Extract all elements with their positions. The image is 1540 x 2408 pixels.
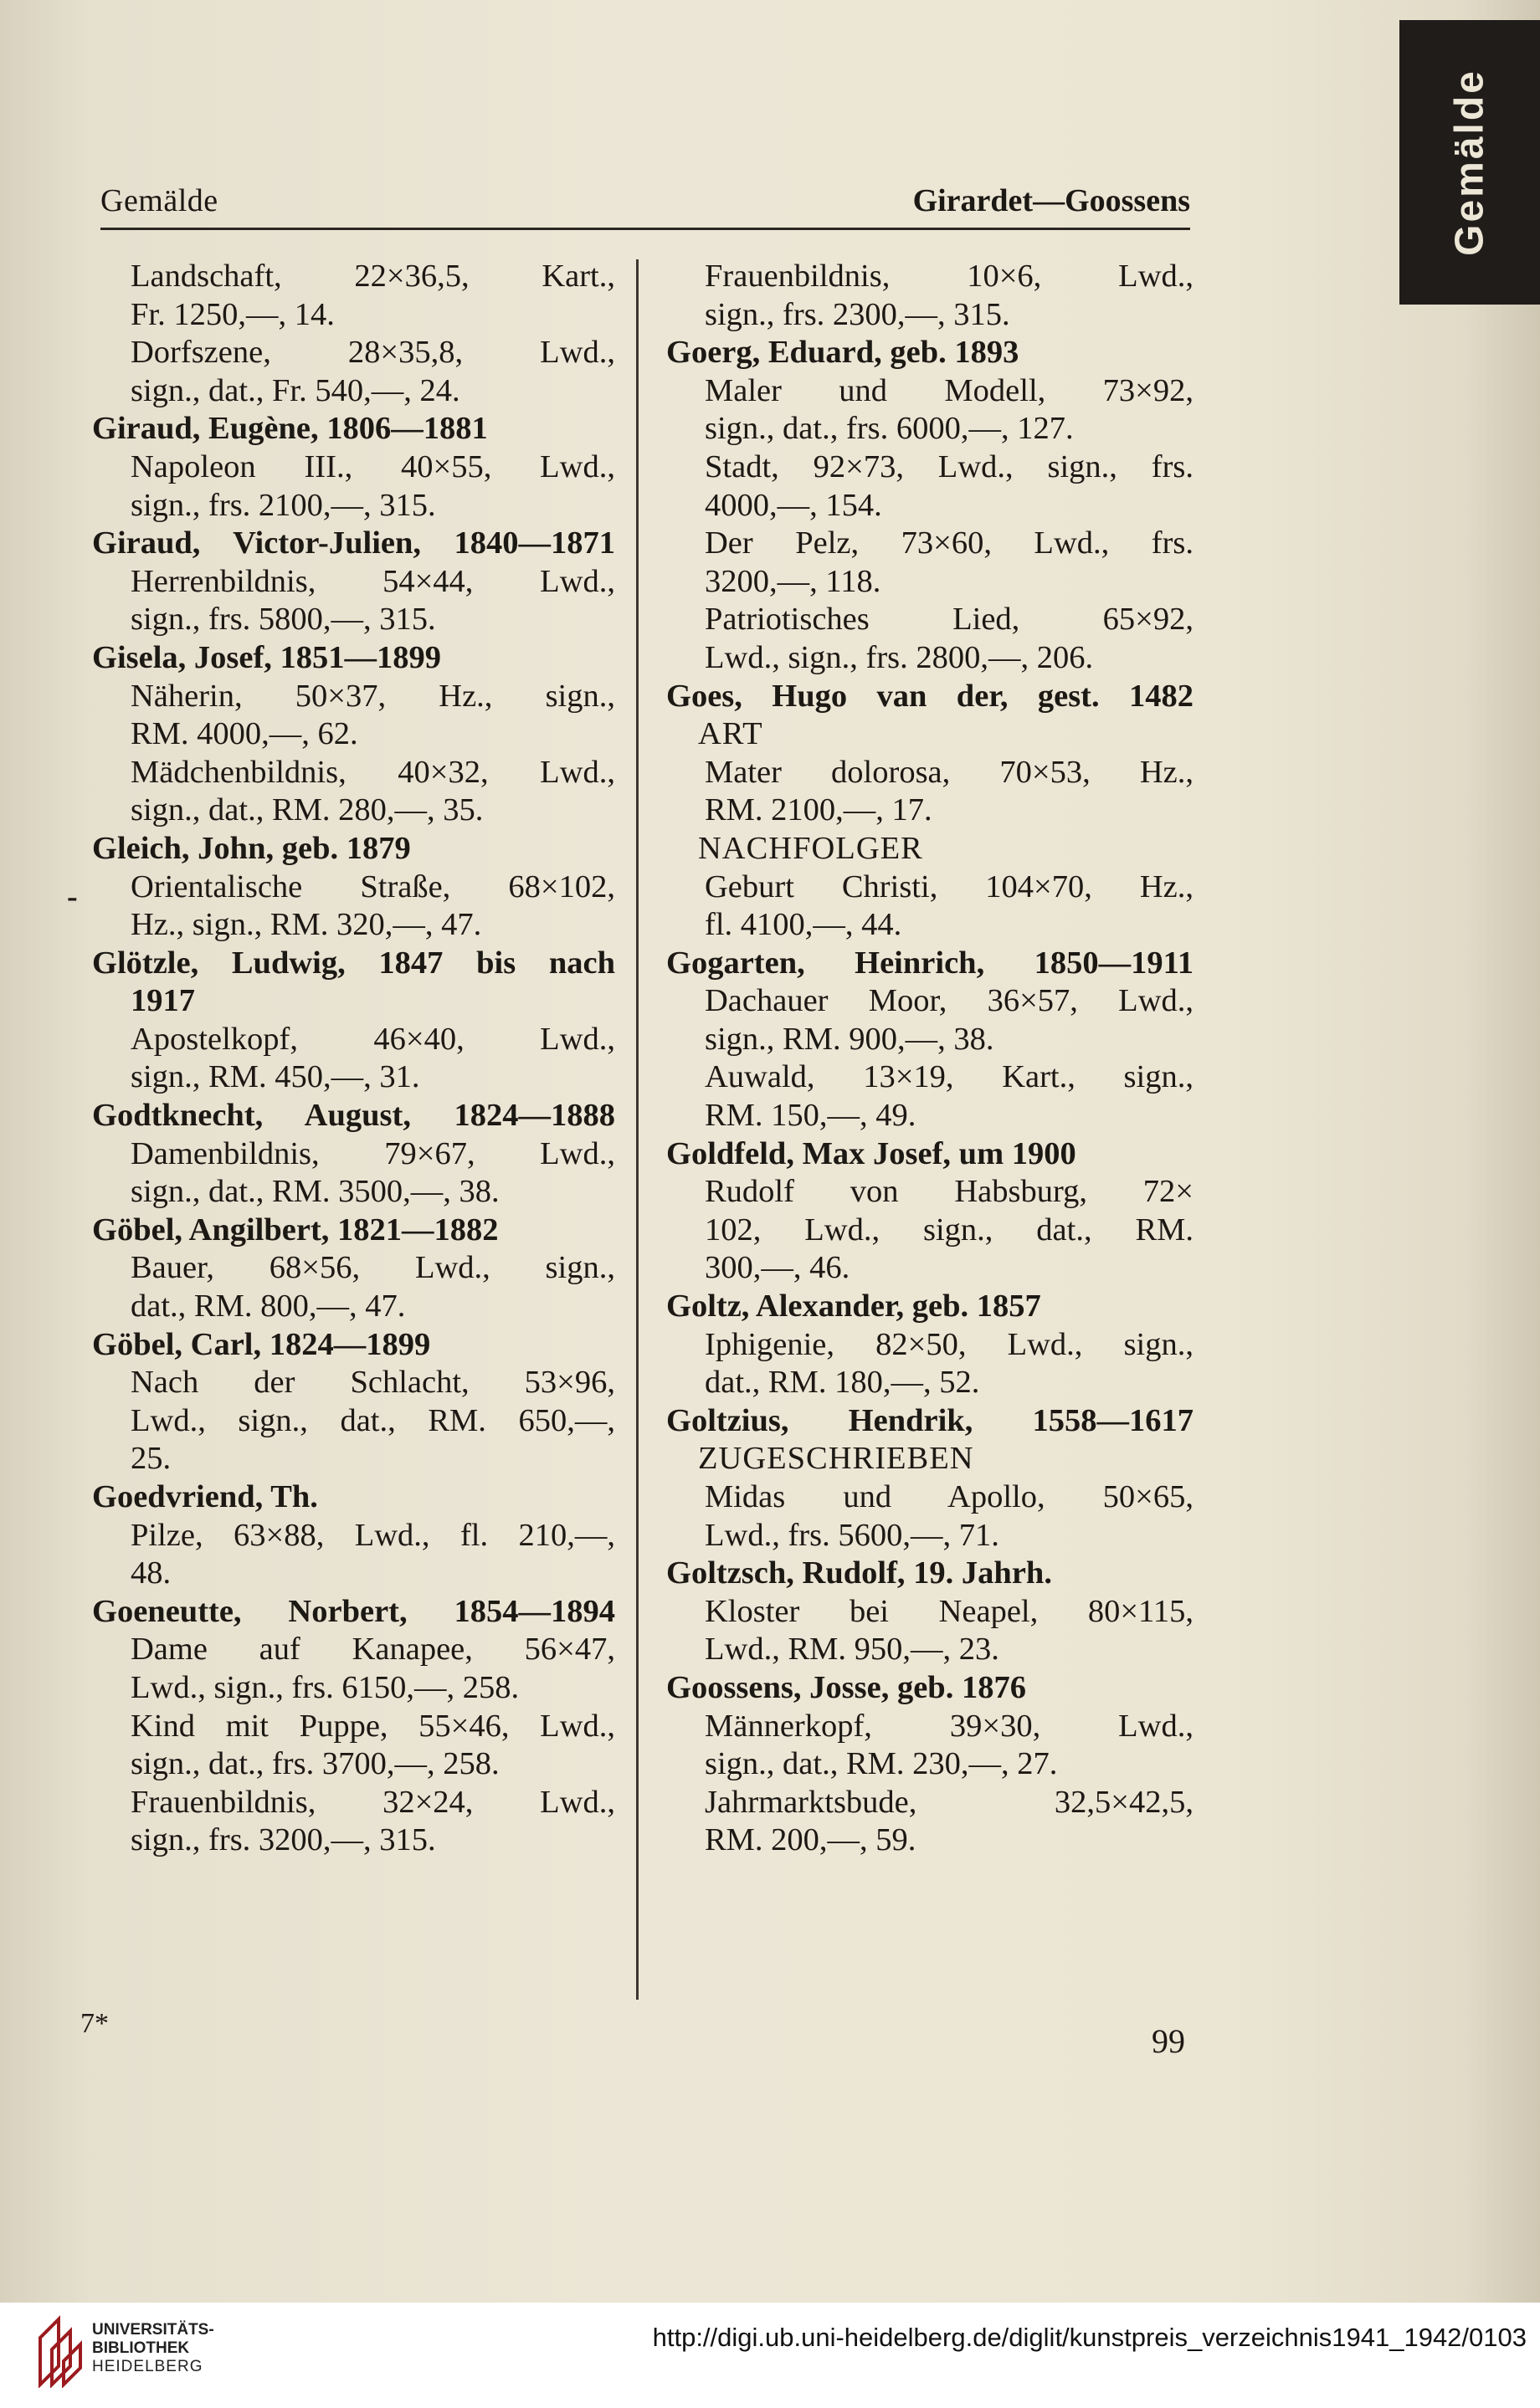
artwork-entry: Der Pelz, 73×60, Lwd., frs. [705,525,1194,561]
entry-continuation: sign., frs. 2300,—, 315. [705,296,1010,332]
entry-continuation: 3200,—, 118. [705,563,881,599]
artist-heading: Goes, Hugo van der, gest. 1482 [666,678,1194,714]
page-number: 99 [1152,2022,1185,2060]
entry-continuation: Fr. 1250,—, 14. [131,296,335,332]
artist-heading: Giraud, Victor-Julien, 1840—1871 [92,525,615,561]
entry-continuation: Lwd., sign., frs. 2800,—, 206. [705,639,1094,675]
artwork-entry: Frauenbildnis, 10×6, Lwd., [705,259,1194,294]
artwork-entry: Nach der Schlacht, 53×96, [131,1365,615,1401]
artwork-entry: Apostelkopf, 46×40, Lwd., [131,1021,615,1057]
artist-heading: Goerg, Eduard, geb. 1893 [666,335,1019,371]
artwork-entry: Jahrmarktsbude, 32,5×42,5, [705,1784,1194,1820]
artist-heading: Göbel, Angilbert, 1821—1882 [92,1212,499,1248]
artist-heading: Giraud, Eugène, 1806—1881 [92,411,488,447]
artist-heading: Gogarten, Heinrich, 1850—1911 [666,945,1194,981]
entry-continuation: Hz., sign., RM. 320,—, 47. [131,907,482,943]
artwork-entry: Maler und Modell, 73×92, [705,372,1194,408]
artist-heading: Goossens, Josse, geb. 1876 [666,1669,1026,1705]
artwork-entry: Herrenbildnis, 54×44, Lwd., [131,563,615,599]
column-divider [636,259,639,2000]
entry-continuation: 300,—, 46. [705,1250,850,1286]
library-logo-icon [33,2313,85,2388]
artwork-entry: Midas und Apollo, 50×65, [705,1479,1194,1514]
entry-continuation: sign., frs. 5800,—, 315. [131,602,436,638]
artwork-entry: Auwald, 13×19, Kart., sign., [705,1059,1194,1095]
running-head-range: Girardet—Goossens [912,183,1190,218]
artist-heading: Glötzle, Ludwig, 1847 bis nach [92,945,615,981]
artist-heading: Göbel, Carl, 1824—1899 [92,1326,431,1362]
library-name-line: BIBLIOTHEK [92,2339,190,2357]
entry-continuation: sign., dat., RM. 280,—, 35. [131,792,484,828]
entry-continuation: dat., RM. 800,—, 47. [131,1289,406,1324]
attribution-label: ART [698,716,763,752]
artist-heading: Goldfeld, Max Josef, um 1900 [666,1135,1076,1171]
entry-continuation: sign., dat., frs. 3700,—, 258. [131,1746,500,1782]
right-column [666,258,1194,1860]
attribution-label: ZUGESCHRIEBEN [698,1441,974,1477]
entry-continuation: RM. 4000,—, 62. [131,716,358,752]
artwork-entry: Iphigenie, 82×50, Lwd., sign., [705,1326,1194,1362]
artist-heading: Gleich, John, geb. 1879 [92,830,411,866]
artwork-entry: Näherin, 50×37, Hz., sign., [131,678,615,714]
running-head [100,182,1190,230]
library-name [92,2321,214,2376]
entry-continuation: RM. 200,—, 59. [705,1822,916,1858]
artwork-entry: Männerkopf, 39×30, Lwd., [705,1708,1194,1744]
entry-continuation: fl. 4100,—, 44. [705,907,902,943]
artwork-entry: Mädchenbildnis, 40×32, Lwd., [131,754,615,790]
digitization-footer [0,2303,1540,2408]
artwork-entry: Dame auf Kanapee, 56×47, [131,1632,615,1668]
section-thumb-tab [1399,20,1540,305]
left-column [92,258,615,1860]
artwork-entry: Kind mit Puppe, 55×46, Lwd., [131,1708,615,1744]
artwork-entry: Bauer, 68×56, Lwd., sign., [131,1250,615,1286]
artwork-entry: Stadt, 92×73, Lwd., sign., frs. [705,448,1194,484]
artist-heading: Goltzsch, Rudolf, 19. Jahrh. [666,1555,1052,1591]
source-url-link[interactable]: http://digi.ub.uni-heidelberg.de/diglit/kunstpreis_verzeichnis1941_1942/0103 [652,2323,1527,2352]
entry-continuation: sign., frs. 3200,—, 315. [131,1822,436,1858]
artwork-entry: Pilze, 63×88, Lwd., fl. 210,—, [131,1517,615,1553]
entry-continuation: Lwd., sign., frs. 6150,—, 258. [131,1669,520,1705]
entry-continuation: 1917 [131,983,195,1019]
artwork-entry: Dorfszene, 28×35,8, Lwd., [131,335,615,371]
attribution-label: NACHFOLGER [698,830,923,866]
entry-continuation: sign., frs. 2100,—, 315. [131,487,436,523]
artwork-entry: Orientalische Straße, 68×102, [131,868,615,904]
running-head-section: Gemälde [100,183,218,218]
entry-continuation: RM. 2100,—, 17. [705,792,932,828]
artwork-entry: Kloster bei Neapel, 80×115, [705,1593,1194,1629]
entry-continuation: dat., RM. 180,—, 52. [705,1365,980,1401]
artwork-entry: Geburt Christi, 104×70, Hz., [705,868,1194,904]
artist-heading: Godtknecht, August, 1824—1888 [92,1098,615,1134]
signature-mark: 7* [80,2008,109,2039]
section-tab-label: Gemälde [1447,69,1492,256]
artist-heading: Gisela, Josef, 1851—1899 [92,639,442,675]
entry-continuation: sign., dat., Fr. 540,—, 24. [131,372,460,408]
entry-continuation: sign., dat., frs. 6000,—, 127. [705,411,1074,447]
entry-continuation: Lwd., frs. 5600,—, 71. [705,1517,999,1553]
artwork-entry: Rudolf von Habsburg, 72× [705,1174,1194,1210]
library-name-line: UNIVERSITÄTS- [92,2321,214,2339]
artwork-entry: Damenbildnis, 79×67, Lwd., [131,1135,615,1171]
entry-continuation: Lwd., sign., dat., RM. 650,—, [131,1402,615,1438]
entry-continuation: Lwd., RM. 950,—, 23. [705,1632,999,1668]
entry-continuation: 4000,—, 154. [705,487,882,523]
entry-continuation: RM. 150,—, 49. [705,1098,916,1134]
artist-heading: Goeneutte, Norbert, 1854—1894 [92,1593,615,1629]
artwork-entry: Napoleon III., 40×55, Lwd., [131,448,615,484]
entry-continuation: sign., RM. 450,—, 31. [131,1059,420,1095]
library-name-line: HEIDELBERG [92,2358,203,2375]
entry-continuation: 102, Lwd., sign., dat., RM. [705,1212,1194,1248]
artwork-entry: Frauenbildnis, 32×24, Lwd., [131,1784,615,1820]
entry-continuation: 25. [131,1441,172,1477]
margin-marker: - [67,879,78,915]
artist-heading: Goltz, Alexander, geb. 1857 [666,1289,1041,1324]
artwork-entry: Dachauer Moor, 36×57, Lwd., [705,983,1194,1019]
entry-continuation: sign., dat., RM. 230,—, 27. [705,1746,1058,1782]
entry-continuation: sign., dat., RM. 3500,—, 38. [131,1174,500,1210]
entry-continuation: sign., RM. 900,—, 38. [705,1021,994,1057]
entry-continuation: 48. [131,1555,172,1591]
artist-heading: Goedvriend, Th. [92,1479,318,1514]
artwork-entry: Mater dolorosa, 70×53, Hz., [705,754,1194,790]
artwork-entry: Patriotisches Lied, 65×92, [705,602,1194,638]
artist-heading: Goltzius, Hendrik, 1558—1617 [666,1402,1194,1438]
artwork-entry: Landschaft, 22×36,5, Kart., [131,259,615,294]
